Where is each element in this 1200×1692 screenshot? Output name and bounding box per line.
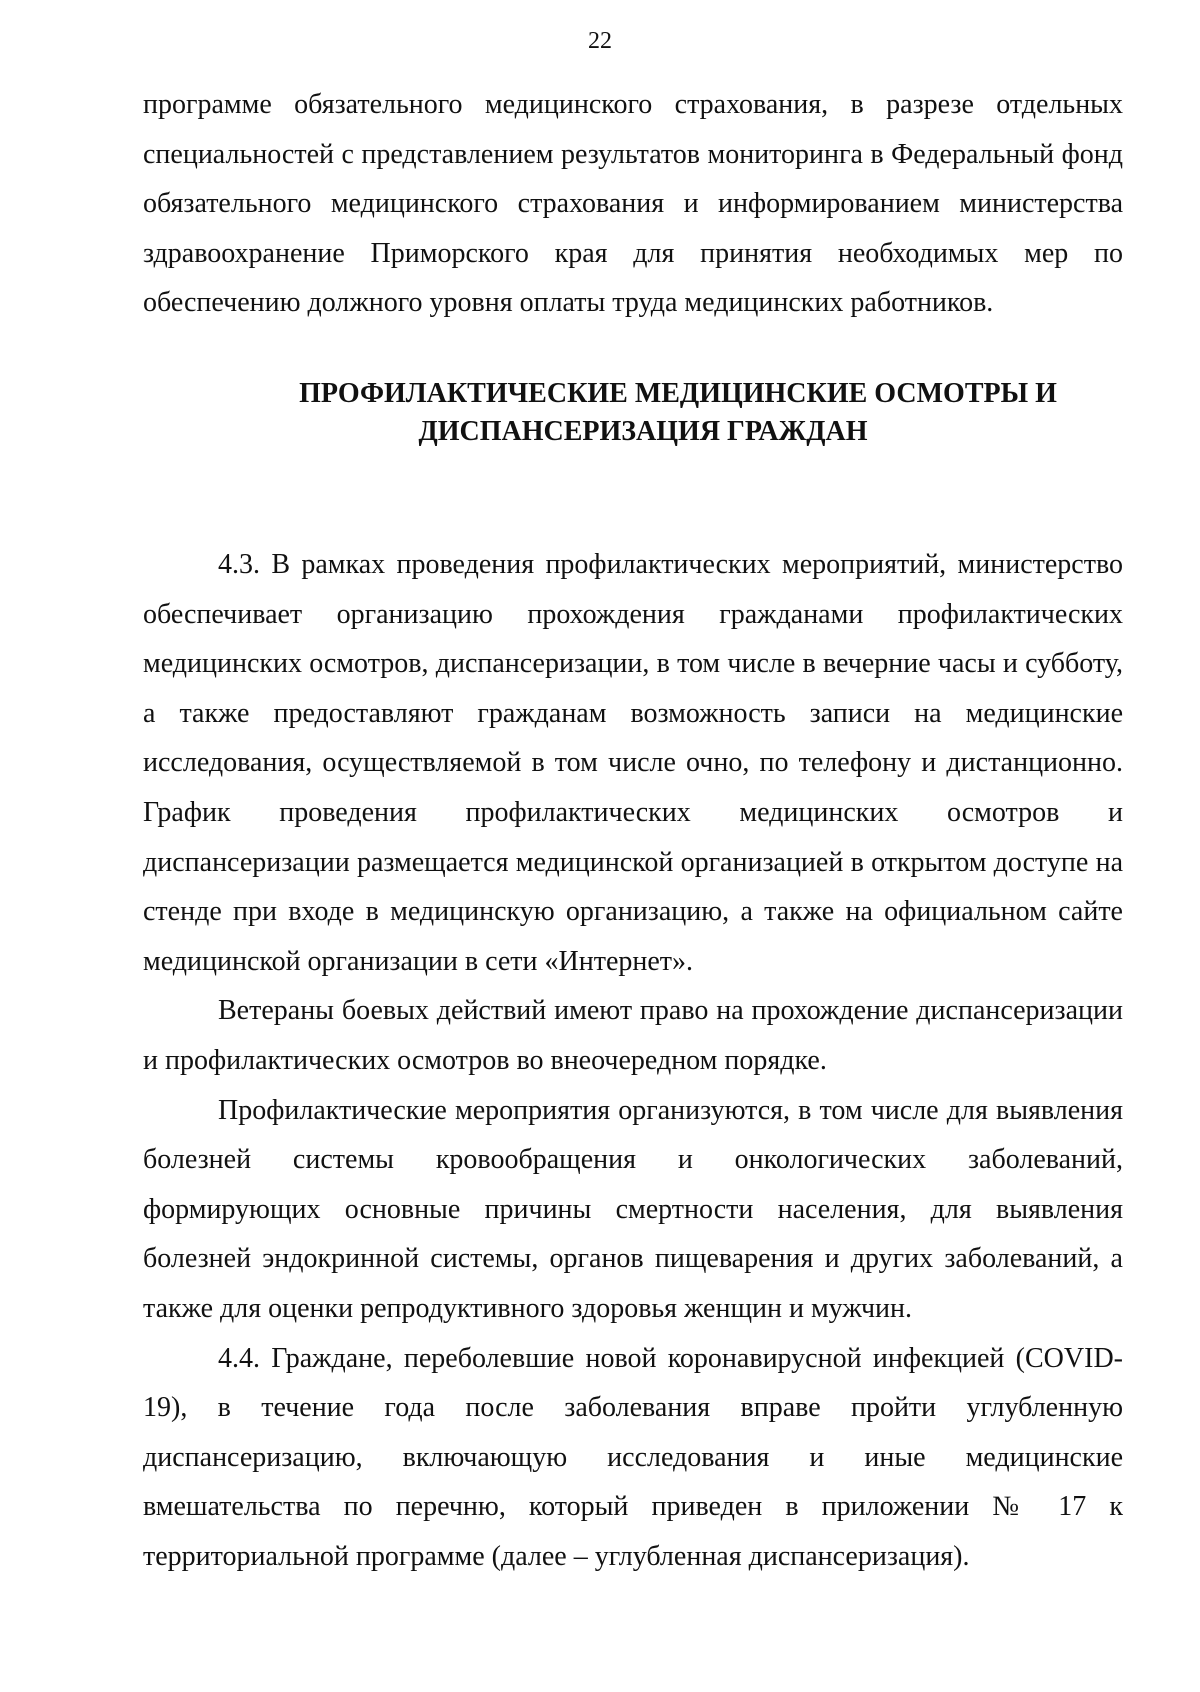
paragraph-veterans: Ветераны боевых действий имеют право на прохождение диспансеризации и профилактических осмотров во внеочередном порядке. [143,995,1123,1076]
paragraph-continuation: программе обязательного медицинского страхования, в разрезе отдельных специальностей с представлением результатов мониторинга в Федеральный фонд обязательного медицинского страхования и информированием министерства здравоохранение Приморского края для принятия необходимых мер по обеспечению должного уровня оплаты труда медицинских работников. [143,89,1123,319]
page-number: 22 [588,28,612,54]
top-paragraph-block [143,80,1123,328]
paragraph-4-3: 4.3. В рамках проведения профилактических мероприятий, министерство обеспечивает организацию прохождения гражданами профилактических медицинских осмотров, диспансеризации, в том числе в вечерние часы и субботу, а также предоставляют гражданам возможность записи на медицинские исследования, осуществляемой в том числе очно, по телефону и дистанционно. График проведения профилактических медицинских осмотров и диспансеризации размещается медицинской организацией в открытом доступе на стенде при входе в медицинскую организацию, а также на официальном сайте медицинской организации в сети «Интернет». [143,549,1123,977]
paragraph-preventive-measures: Профилактические мероприятия организуются, в том числе для выявления болезней системы кровообращения и онкологических заболеваний, формирующих основные причины смертности населения, для выявления болезней эндокринной системы, органов пищеварения и других заболеваний, а также для оценки репродуктивного здоровья женщин и мужчин. [143,1094,1123,1324]
section-heading-line-1: ПРОФИЛАКТИЧЕСКИЕ МЕДИЦИНСКИЕ ОСМОТРЫ И [299,378,1057,409]
section-heading [143,375,1123,451]
body-paragraph-block [143,540,1123,1581]
paragraph-4-4: 4.4. Граждане, переболевшие новой коронавирусной инфекцией (COVID-19), в течение года после заболевания вправе пройти углубленную диспансеризацию, включающую исследования и иные медицинские вмешательства по перечню, который приведен в приложении № 17 к территориальной программе (далее – углубленная диспансеризация). [143,1342,1123,1572]
section-heading-line-2: ДИСПАНСЕРИЗАЦИЯ ГРАЖДАН [418,416,868,447]
